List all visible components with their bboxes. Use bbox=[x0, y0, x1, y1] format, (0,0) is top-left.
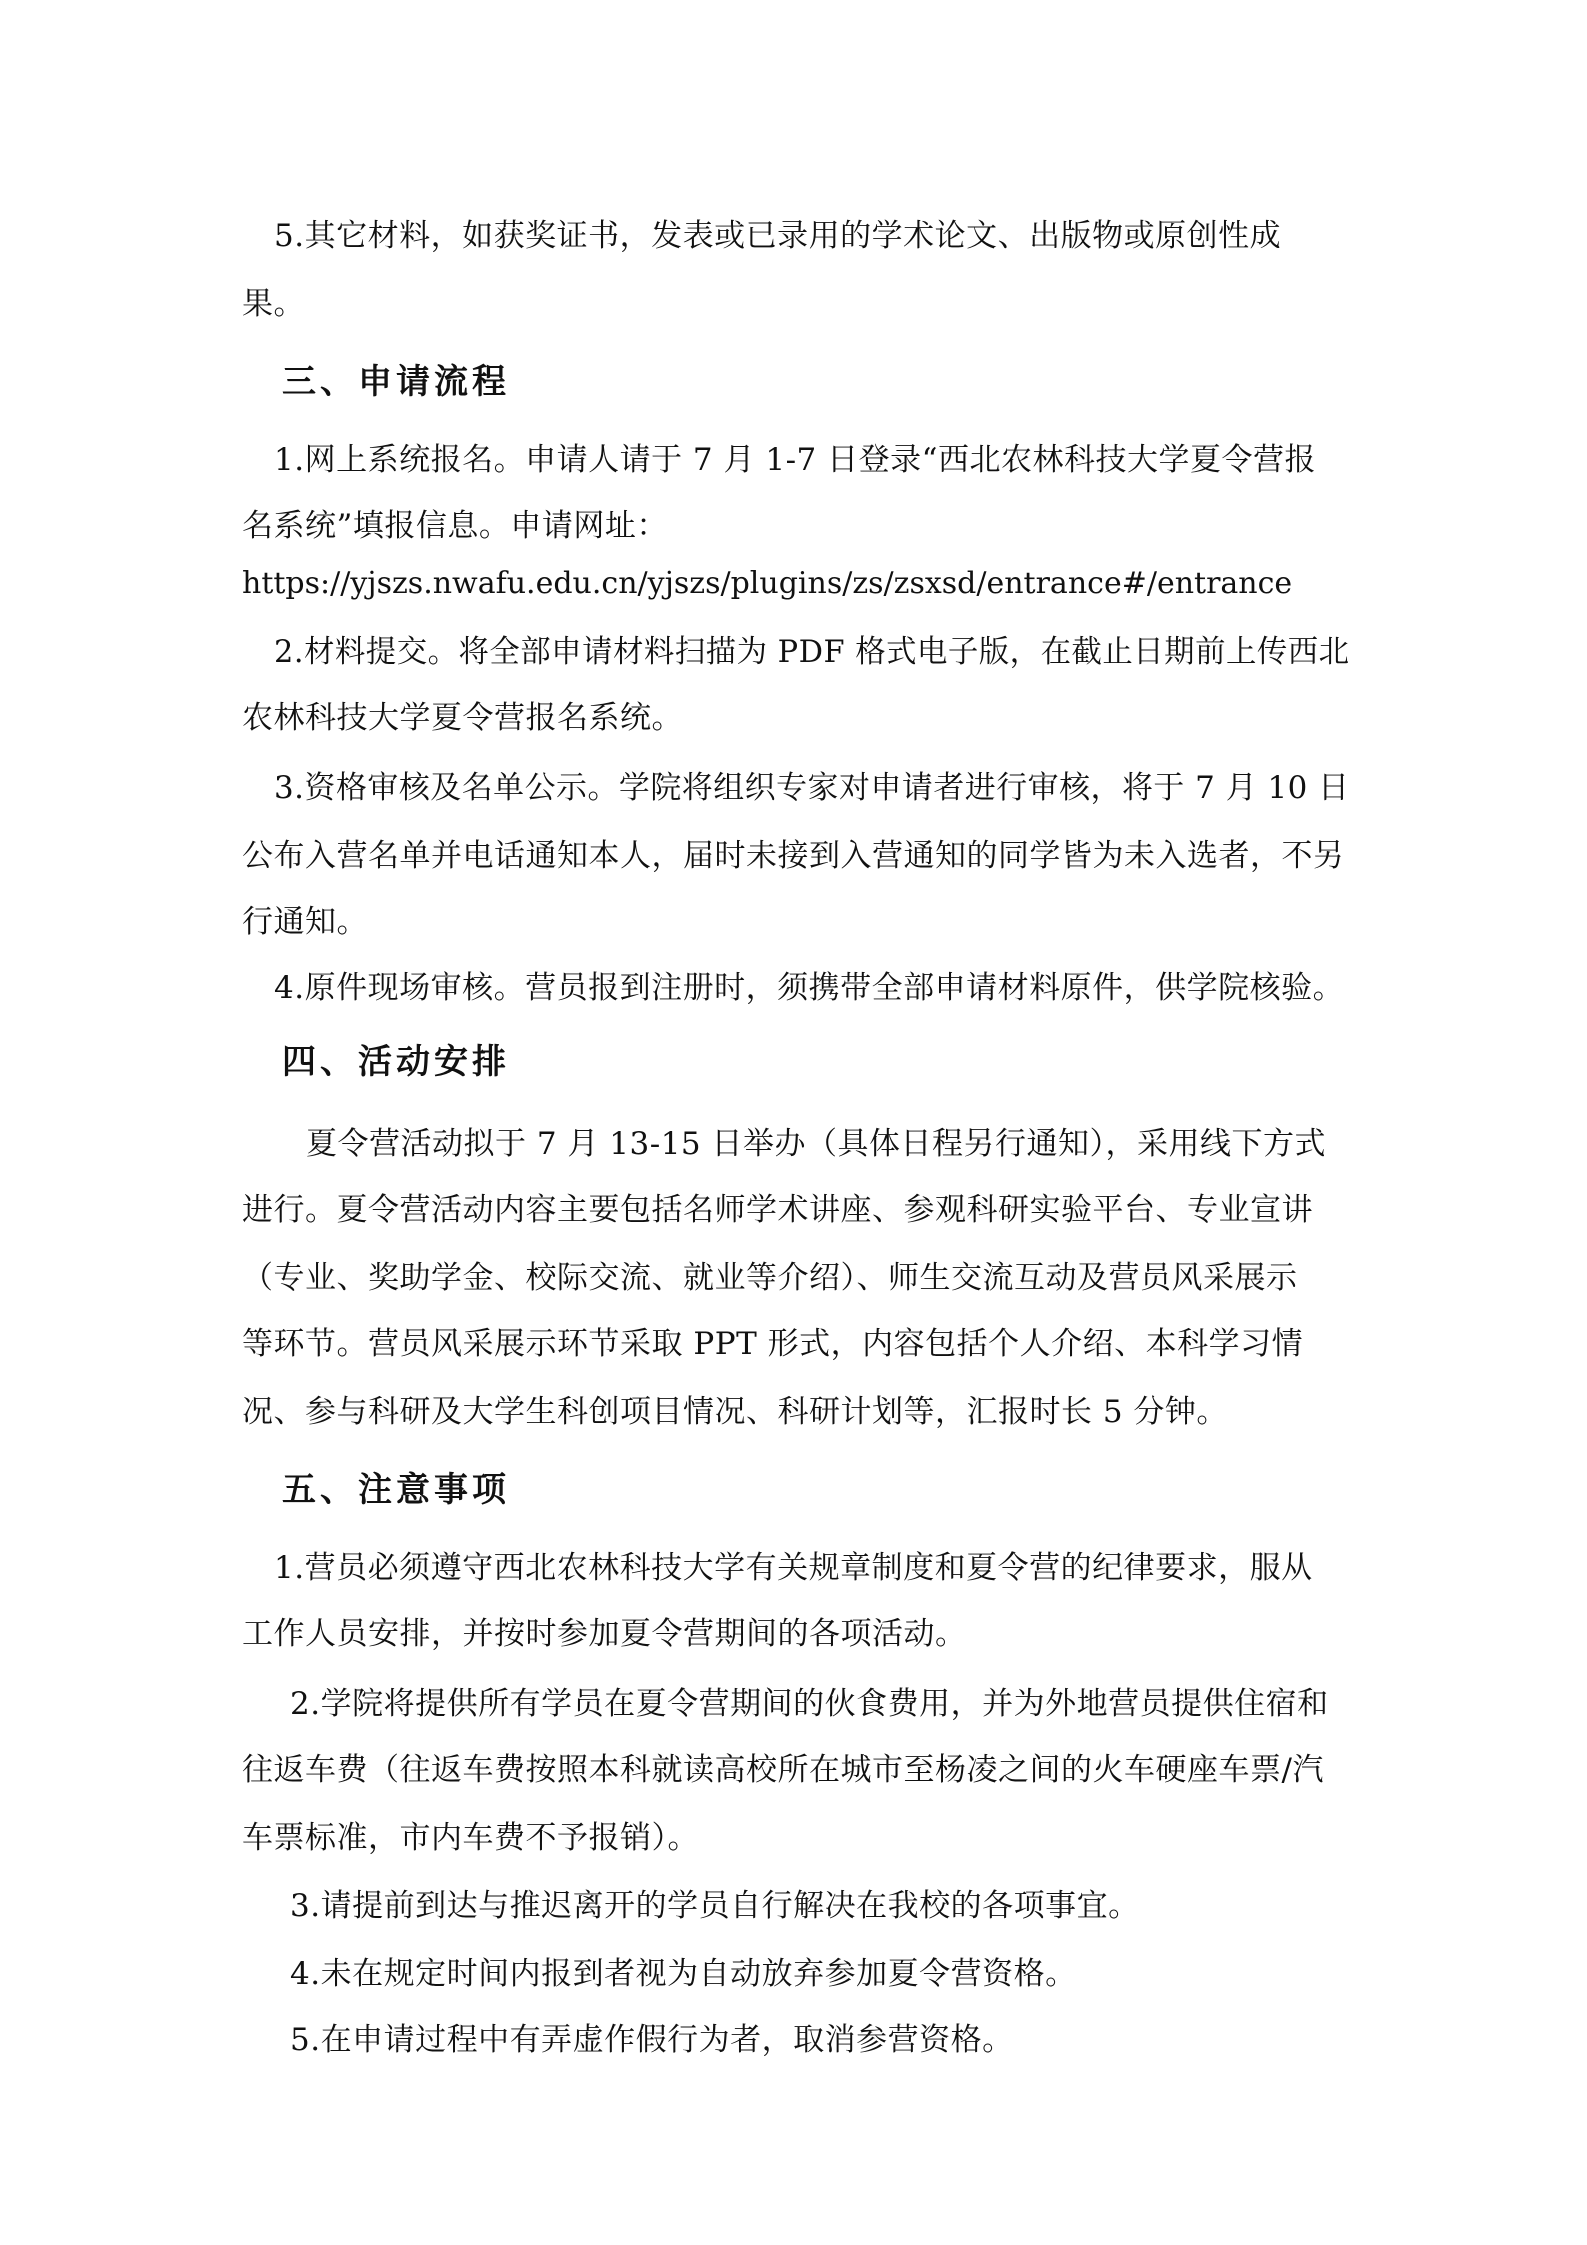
s3-item3-line1: 3.资格审核及名单公示。学院将组织专家对申请者进行审核，将于 7 月 10 日 bbox=[274, 770, 1350, 806]
s5-item3-line1: 3.请提前到达与推迟离开的学员自行解决在我校的各项事宜。 bbox=[290, 1888, 1140, 1924]
s4-para-line4: 等环节。营员风采展示环节采取 PPT 形式，内容包括个人介绍、本科学习情 bbox=[242, 1326, 1304, 1362]
section-heading-application-process: 三、申请流程 bbox=[282, 362, 510, 402]
application-url-link[interactable]: https://yjszs.nwafu.edu.cn/yjszs/plugins/zs/zsxsd/entrance#/entrance bbox=[242, 566, 1293, 601]
section-heading-notes: 五、注意事项 bbox=[282, 1470, 510, 1510]
s3-item1-line1: 1.网上系统报名。申请人请于 7 月 1-7 日登录“西北农林科技大学夏令营报 bbox=[274, 442, 1316, 478]
s2-item5-line1: 5.其它材料，如获奖证书，发表或已录用的学术论文、出版物或原创性成 bbox=[274, 218, 1282, 254]
section-heading-activity-arrangement: 四、活动安排 bbox=[282, 1042, 510, 1082]
s3-item4-line1: 4.原件现场审核。营员报到注册时，须携带全部申请材料原件，供学院核验。 bbox=[274, 970, 1345, 1006]
s3-item3-line3: 行通知。 bbox=[242, 904, 368, 940]
s5-item4-line1: 4.未在规定时间内报到者视为自动放弃参加夏令营资格。 bbox=[290, 1956, 1077, 1992]
s5-item2-line3: 车票标准，市内车费不予报销）。 bbox=[242, 1820, 699, 1856]
s5-item5-line1: 5.在申请过程中有弄虚作假行为者，取消参营资格。 bbox=[290, 2022, 1014, 2058]
s5-item1-line1: 1.营员必须遵守西北农林科技大学有关规章制度和夏令营的纪律要求，服从 bbox=[274, 1550, 1313, 1586]
s5-item2-line1: 2.学院将提供所有学员在夏令营期间的伙食费用，并为外地营员提供住宿和 bbox=[290, 1686, 1329, 1722]
s3-item3-line2: 公布入营名单并电话通知本人，届时未接到入营通知的同学皆为未入选者，不另 bbox=[242, 838, 1345, 874]
s4-para-line3: （专业、奖助学金、校际交流、就业等介绍）、师生交流互动及营员风采展示 bbox=[242, 1260, 1298, 1296]
s3-item2-line2: 农林科技大学夏令营报名系统。 bbox=[242, 700, 683, 736]
s4-para-line2: 进行。夏令营活动内容主要包括名师学术讲座、参观科研实验平台、专业宣讲 bbox=[242, 1192, 1313, 1228]
s5-item1-line2: 工作人员安排，并按时参加夏令营期间的各项活动。 bbox=[242, 1616, 967, 1652]
s3-item1-line2: 名系统”填报信息。申请网址： bbox=[242, 508, 668, 544]
s3-item2-line1: 2.材料提交。将全部申请材料扫描为 PDF 格式电子版，在截止日期前上传西北 bbox=[274, 634, 1350, 670]
s5-item2-line2: 往返车费（往返车费按照本科就读高校所在城市至杨凌之间的火车硬座车票/汽 bbox=[242, 1752, 1324, 1788]
s4-para-line1: 夏令营活动拟于 7 月 13-15 日举办（具体日程另行通知），采用线下方式 bbox=[306, 1126, 1327, 1162]
s2-item5-line2: 果。 bbox=[242, 286, 305, 322]
s4-para-line5: 况、参与科研及大学生科创项目情况、科研计划等，汇报时长 5 分钟。 bbox=[242, 1394, 1228, 1430]
